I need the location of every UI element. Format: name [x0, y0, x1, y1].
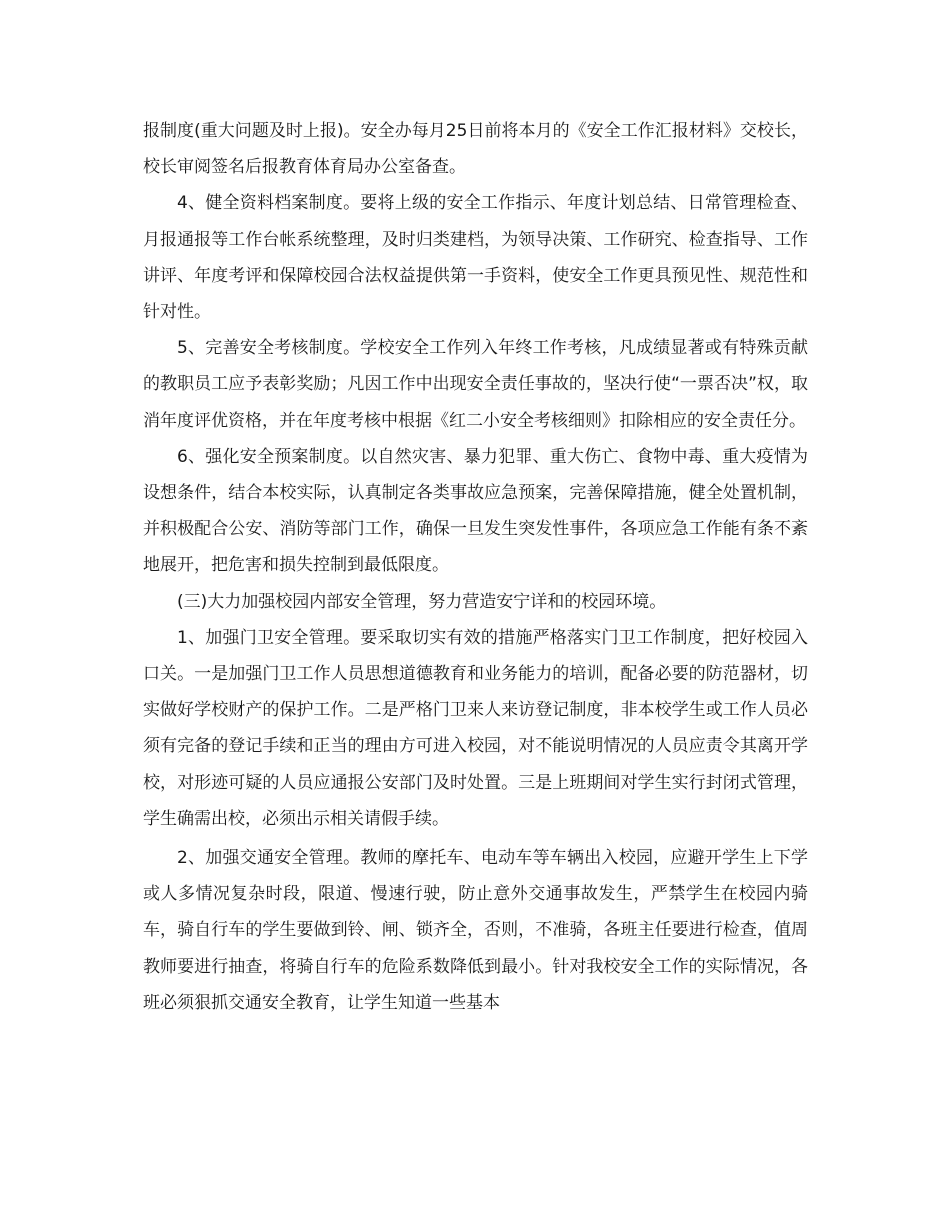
paragraph-traffic-safety: 2、加强交通安全管理。教师的摩托车、电动车等车辆出入校园，应避开学生上下学或人多情况复杂时段，限道、慢速行驶，防止意外交通事故发生，严禁学生在校园内骑车，骑自行车的学生要做到铃、闸、锁齐全，否则，不准骑，各班主任要进行检查，值周教师要进行抽查，将骑自行车的危险系数降低到最小。针对我校安全工作的实际情况，各班必须狠抓交通安全教育，让学生知道一些基本	[143, 848, 808, 1013]
document-body	[143, 113, 808, 1021]
paragraph-contingency-plan: 6、强化安全预案制度。以自然灾害、暴力犯罪、重大伤亡、食物中毒、重大疫情为设想条件，结合本校实际，认真制定各类事故应急预案，完善保障措施，健全处置机制，并积极配合公安、消防等部门工作，确保一旦发生突发性事件，各项应急工作能有条不紊地展开，把危害和损失控制到最低限度。	[143, 446, 808, 576]
paragraph-continuation: 报制度(重大问题及时上报)。安全办每月25日前将本月的《安全工作汇报材料》交校长，校长审阅签名后报教育体育局办公室备查。	[143, 121, 808, 178]
paragraph-assessment-system: 5、完善安全考核制度。学校安全工作列入年终工作考核，凡成绩显著或有特殊贡献的教职员工应予表彰奖励；凡因工作中出现安全责任事故的，坚决行使“一票否决”权，取消年度评优资格，并在年度考核中根据《红二小安全考核细则》扣除相应的安全责任分。	[143, 338, 808, 431]
paragraph-gate-security: 1、加强门卫安全管理。要采取切实有效的措施严格落实门卫工作制度，把好校园入口关。一是加强门卫工作人员思想道德教育和业务能力的培训，配备必要的防范器材，切实做好学校财产的保护工作。二是严格门卫来人来访登记制度，非本校学生或工作人员必须有完备的登记手续和正当的理由方可进入校园，对不能说明情况的人员应责令其离开学校，对形迹可疑的人员应通报公安部门及时处置。三是上班期间对学生实行封闭式管理，学生确需出校，必须出示相关请假手续。	[143, 627, 808, 829]
paragraph-archive-system: 4、健全资料档案制度。要将上级的安全工作指示、年度计划总结、日常管理检查、月报通报等工作台帐系统整理，及时归类建档，为领导决策、工作研究、检查指导、工作讲评、年度考评和保障校园合法权益提供第一手资料，使安全工作更具预见性、规范性和针对性。	[143, 193, 808, 323]
section-heading-campus-safety: (三)大力加强校园内部安全管理，努力营造安宁详和的校园环境。	[177, 591, 667, 612]
